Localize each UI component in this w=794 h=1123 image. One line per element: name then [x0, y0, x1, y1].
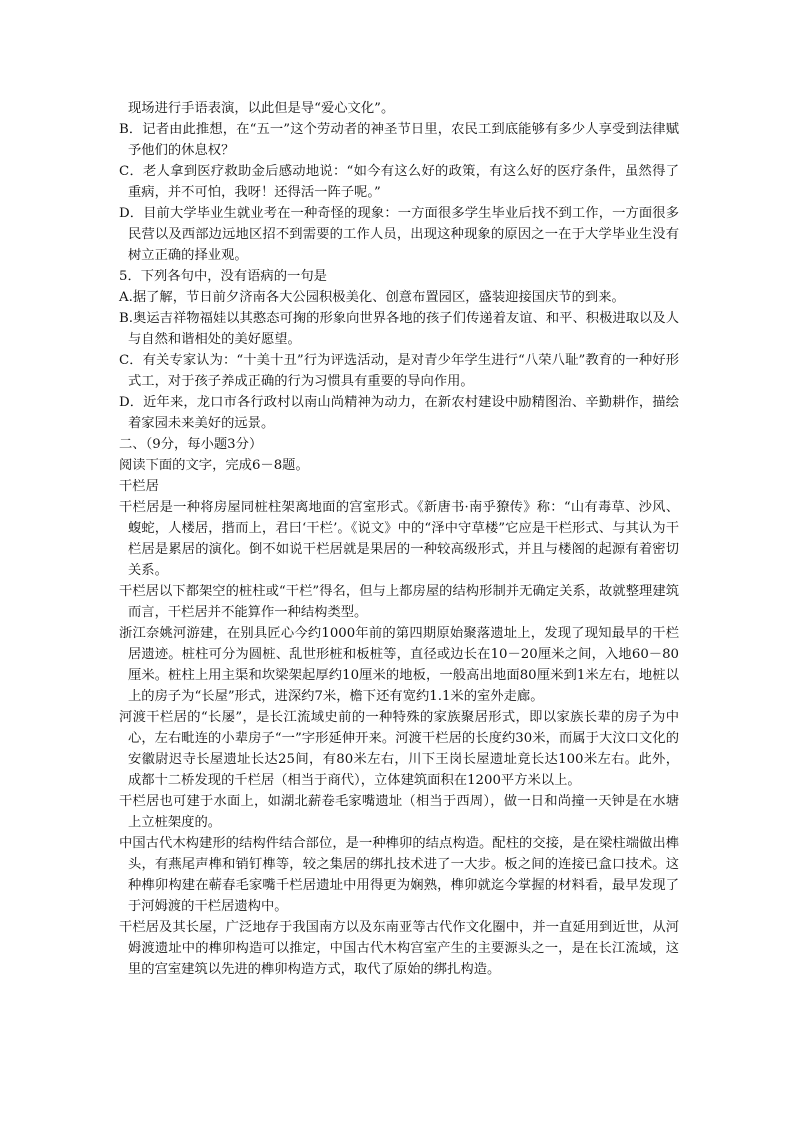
- passage-paragraph: 干栏居及其长屋，广泛地存于我国南方以及东南亚等古代作文化圈中，并一直延用到近世，从河姆渡遗址中的榫卯构造可以推定，中国古代木构宫室产生的主要源头之一，是在长江流域，这里的宫室建筑以先进的榫卯构造方式，取代了原始的绑扎构造。: [119, 920, 679, 977]
- passage-paragraph: 河渡干栏居的“长屡”，是长江流域史前的一种特殊的家族聚居形式，即以家族长辈的房子为中心，左右毗连的小辈房子“一”字形延伸开来。河渡干栏居的长度约30米，而属于大汶口文化的安徽尉迟寺长屋遗址长达25间，有80米左右，川下王岗长屋遗址竟长达100米左右。此外，成都十二桥发现的千栏居（相当于商代），立体建筑面积在1200平方米以上。: [119, 710, 679, 788]
- question-5-option-b: B.奥运吉祥物福娃以其憨态可掬的形象向世界各地的孩子们传递着友谊、和平、积极进取以及人与自然和谐相处的美好愿望。: [119, 311, 679, 347]
- question-5-option-d: D．近年来，龙口市各行政村以南山尚精神为动力，在新农村建设中励精图治、辛勤耕作，描绘着家园未来美好的远景。: [119, 395, 679, 431]
- question-5-option-c: C．有关专家认为：“十美十丑”行为评选活动，是对青少年学生进行“八荣八耻”教育的一种好形式工，对于孩子养成正确的行为习惯具有重要的导向作用。: [119, 353, 679, 389]
- option-a-continuation: 现场进行手语表演，以此但是导“爱心文化”。: [128, 101, 395, 116]
- reading-instruction: 阅读下面的文字，完成6－8题。: [119, 458, 309, 473]
- question-5-stem: 5．下列各句中，没有语病的一句是: [119, 269, 327, 284]
- question-4-option-d: D．目前大学毕业生就业考在一种奇怪的现象：一方面很多学生毕业后找不到工作，一方面很多民营以及西部边远地区招不到需要的工作人员，出现这种现象的原因之一在于大学毕业生没有树立正确的择业观。: [119, 206, 679, 263]
- question-5-option-a: A.据了解，节日前夕济南各大公园积极美化、创意布置园区，盛装迎接国庆节的到来。: [119, 290, 625, 305]
- passage-paragraph: 中国古代木构建形的结构件结合部位，是一种榫卯的结点构造。配柱的交接，是在梁柱端做出榫头，有燕尾声榫和销钉榫等，较之集居的绑扎技术进了一大步。板之间的连接已盒口技术。这种榫卯构建在蕲春毛家嘴千栏居遗址中用得更为娴熟，榫卯就迄今掌握的材料看，最早发现了于河姆渡的干栏居遗构中。: [119, 836, 679, 914]
- document-page: [119, 98, 679, 980]
- question-4-option-b: B．记者由此推想，在“五一”这个劳动者的神圣节日里，农民工到底能够有多少人享受到法律赋予他们的休息权？: [119, 122, 679, 158]
- passage-paragraph: 干栏居以下都架空的桩柱或“干栏”得名，但与上都房屋的结构形制并无确定关系，故就整理建筑而言，干栏居并不能算作一种结构类型。: [119, 584, 679, 620]
- passage-paragraph: 浙江奈姚河游建，在别具匠心今约1000年前的第四期原始聚落遗址上，发现了现知最早的干栏居遗迹。桩柱可分为圆桩、乱世形桩和板桩等，直径或边长在10－20厘米之间，入地60－80厘米。桩柱上用主渠和坎梁架起厚约10厘米的地板，一般高出地面80厘米到1米左右，地桩以上的房子为“长屋”形式，进深约7米，檐下还有宽约1.1米的室外走廊。: [119, 626, 679, 704]
- question-4-option-c: C．老人拿到医疗救助金后感动地说：“如今有这么好的政策，有这么好的医疗条件，虽然得了重病，并不可怕，我呀！还得活一阵子呢。”: [119, 164, 679, 200]
- passage-paragraph: 干栏居是一种将房屋同桩柱架离地面的宫室形式。《新唐书·南乎獠传》称：“山有毒草、沙风、蝮蛇，人楼居，揩而上，君曰‘干栏’。《说文》中的“泽中守草楼”它应是干栏形式、与其认为干栏居是累居的演化。倒不如说干栏居就是果居的一种较高级形式，并且与楼阁的起源有着密切关系。: [119, 500, 679, 578]
- passage-title: 干栏居: [119, 479, 159, 494]
- section-heading: 二、（9分，每小题3分）: [119, 437, 263, 452]
- passage-paragraph: 干栏居也可建于水面上，如湖北薪卷毛家嘴遗址（相当于西周），做一日和尚撞一天钟是在水塘上立桩架度的。: [119, 794, 679, 830]
